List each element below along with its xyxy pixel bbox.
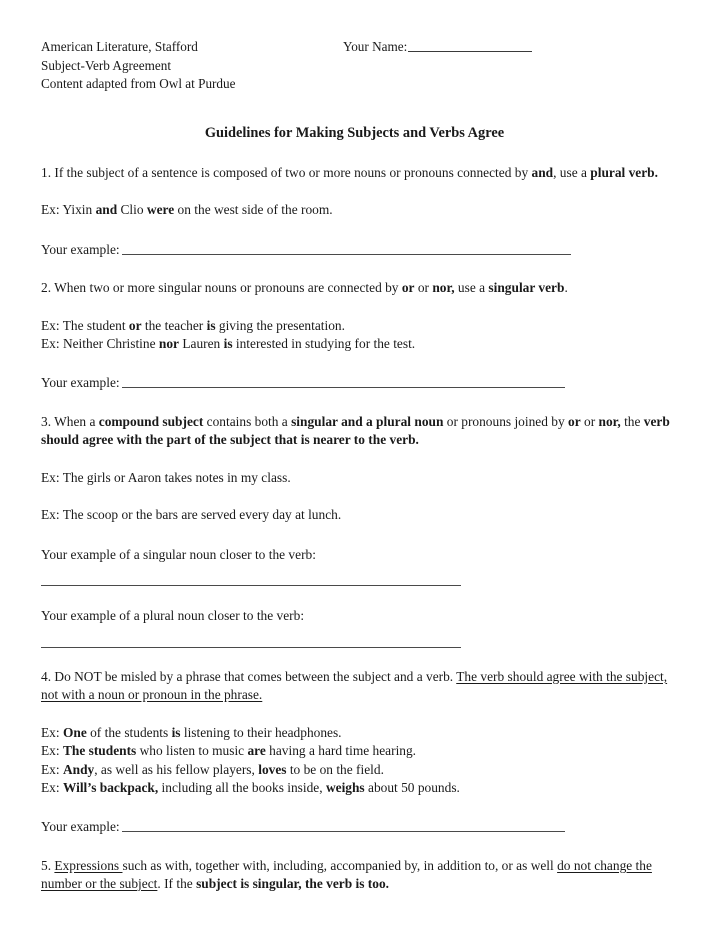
example-block	[41, 201, 676, 219]
example-fragment: of the students	[86, 724, 172, 740]
rule-text-fragment: contains both a	[203, 413, 292, 429]
example-prompt-label: Your example of a singular noun closer to the verb:	[41, 546, 316, 562]
example-fragment: giving the presentation.	[215, 317, 345, 333]
rule-text-fragment: nor,	[598, 413, 621, 429]
your-example-blank[interactable]	[122, 831, 565, 832]
example-sentence	[41, 335, 676, 353]
your-example-blank[interactable]	[122, 254, 571, 255]
rule-text-fragment: If the subject of a sentence is composed of two or more nouns or pronouns connected by	[54, 164, 532, 180]
example-fragment: including all the books inside,	[158, 779, 326, 795]
example-fragment: on the west side of the room.	[174, 202, 333, 218]
example-fragment: to be on the field.	[286, 761, 384, 777]
rule-text-fragment: compound subject	[98, 413, 204, 429]
example-fragment: Andy	[62, 761, 95, 777]
rule-number: 3.	[41, 413, 52, 429]
rule-text-fragment: or	[401, 279, 415, 295]
your-example-label: Your example:	[41, 375, 120, 391]
rule-text-fragment: the	[620, 413, 644, 429]
example-block	[41, 506, 676, 524]
example-fragment: Clio	[117, 202, 147, 218]
rule-text-fragment: plural verb.	[590, 164, 658, 180]
rule-number: 1.	[41, 164, 55, 180]
example-fragment: Ex:	[41, 724, 63, 740]
rule-3	[41, 413, 676, 450]
example-fragment: or	[128, 317, 142, 333]
example-fragment: weighs	[325, 779, 365, 795]
rule-number: 4.	[41, 668, 52, 684]
example-fragment: and	[95, 202, 118, 218]
example-sentence	[41, 506, 676, 524]
name-field-blank[interactable]	[408, 51, 532, 52]
rule-text-fragment: subject is singular, the verb is too.	[196, 876, 389, 892]
example-fragment: are	[247, 743, 266, 759]
example-sentence	[41, 779, 676, 797]
example-sentence	[41, 317, 676, 335]
example-fragment: Ex:	[41, 761, 63, 777]
example-fragment: is	[206, 317, 216, 333]
your-example-field[interactable]	[41, 374, 676, 392]
rule-text-fragment: verb should agree with the part of the subject that is nearer to the verb.	[41, 413, 670, 448]
rule-5	[41, 857, 676, 894]
rule-text-fragment: , use a	[553, 164, 591, 180]
example-block	[41, 317, 676, 354]
rule-4	[41, 668, 676, 705]
rule-text-fragment: singular and a plural noun	[291, 413, 444, 429]
rules-container	[41, 164, 676, 894]
rule-text-fragment: and	[531, 164, 554, 180]
course-line: American Literature, Stafford	[41, 39, 198, 54]
rule-text-fragment: . If the	[157, 876, 197, 892]
rule-text-fragment: Do NOT be misled by a phrase that comes between the subject and a verb.	[51, 668, 457, 684]
your-example-label: Your example:	[41, 819, 120, 835]
example-fragment: One	[62, 724, 87, 740]
rule-text-fragment: singular verb	[488, 279, 565, 295]
rule-text-fragment: The verb should agree with the subject, not with a noun or pronoun in the phrase.	[41, 668, 668, 703]
example-fragment: about 50 pounds.	[364, 779, 460, 795]
example-sentence	[41, 201, 676, 219]
answer-blank-line[interactable]	[41, 585, 461, 586]
example-fragment: Ex: The girls or Aaron takes notes in my class.	[41, 469, 291, 485]
example-fragment: Ex: Yixin	[41, 202, 96, 218]
example-fragment: , as well as his fellow players,	[94, 761, 259, 777]
rule-number: 2.	[41, 279, 52, 295]
rule-text-fragment: do not change the number or the subject	[41, 857, 652, 892]
answer-blank-line[interactable]	[41, 647, 461, 648]
rule-text-fragment: or pronouns joined by	[443, 413, 569, 429]
rule-text-fragment: or	[568, 413, 581, 429]
example-fragment: who listen to music	[136, 743, 248, 759]
example-sentence	[41, 469, 676, 487]
example-fragment: Ex:	[41, 743, 63, 759]
example-fragment: having a hard time hearing.	[265, 743, 417, 759]
example-block	[41, 469, 676, 487]
header-identity-lines	[41, 38, 341, 94]
example-fragment: Ex: The scoop or the bars are served every day at lunch.	[41, 507, 342, 523]
example-fragment: the teacher	[141, 317, 207, 333]
example-fragment: is	[223, 335, 233, 351]
rule-1	[41, 164, 676, 183]
rule-text-fragment: or	[414, 279, 433, 295]
example-sentence	[41, 724, 676, 742]
example-fragment: Ex: Neither Christine	[41, 335, 159, 351]
example-prompt-label: Your example of a plural noun closer to the verb:	[41, 608, 305, 624]
example-fragment: The students	[62, 743, 137, 759]
rule-text-fragment: or	[580, 413, 599, 429]
example-block	[41, 724, 676, 798]
page-title: Guidelines for Making Subjects and Verbs Agree	[204, 124, 505, 141]
name-field-label: Your Name:	[343, 39, 408, 54]
example-fragment: were	[146, 202, 175, 218]
topic-line: Subject-Verb Agreement	[41, 57, 171, 73]
example-fragment: Ex: The student	[41, 317, 129, 333]
rule-text-fragment: use a	[454, 279, 489, 295]
example-fragment: Ex:	[41, 779, 63, 795]
rule-text-fragment: When two or more singular nouns or pronouns are connected by	[51, 279, 402, 295]
example-sentence	[41, 742, 676, 760]
your-example-field[interactable]	[41, 241, 676, 259]
rule-2	[41, 279, 676, 298]
your-example-field[interactable]	[41, 818, 676, 836]
example-sentence	[41, 761, 676, 779]
rule-text-fragment: nor,	[432, 279, 455, 295]
example-fragment: loves	[258, 761, 287, 777]
rule-text-fragment: such as with, together with, including, accompanied by, in addition to, or as well	[122, 857, 558, 873]
rule-number: 5.	[41, 857, 52, 873]
example-fragment: Lauren	[178, 335, 224, 351]
rule-text-fragment: When a	[51, 413, 99, 429]
your-example-blank[interactable]	[122, 387, 565, 388]
your-example-label: Your example:	[41, 241, 120, 257]
example-fragment: listening to their headphones.	[180, 724, 342, 740]
rule-text-fragment: Expressions	[54, 857, 123, 873]
example-fragment: interested in studying for the test.	[232, 335, 416, 351]
name-field[interactable]	[343, 38, 532, 57]
document-header	[41, 38, 676, 94]
example-fragment: is	[171, 724, 181, 740]
example-fragment: Will’s backpack,	[62, 779, 159, 795]
example-fragment: nor	[158, 335, 179, 351]
source-attribution-line: Content adapted from Owl at Purdue	[41, 76, 236, 91]
rule-text-fragment: .	[564, 279, 568, 295]
